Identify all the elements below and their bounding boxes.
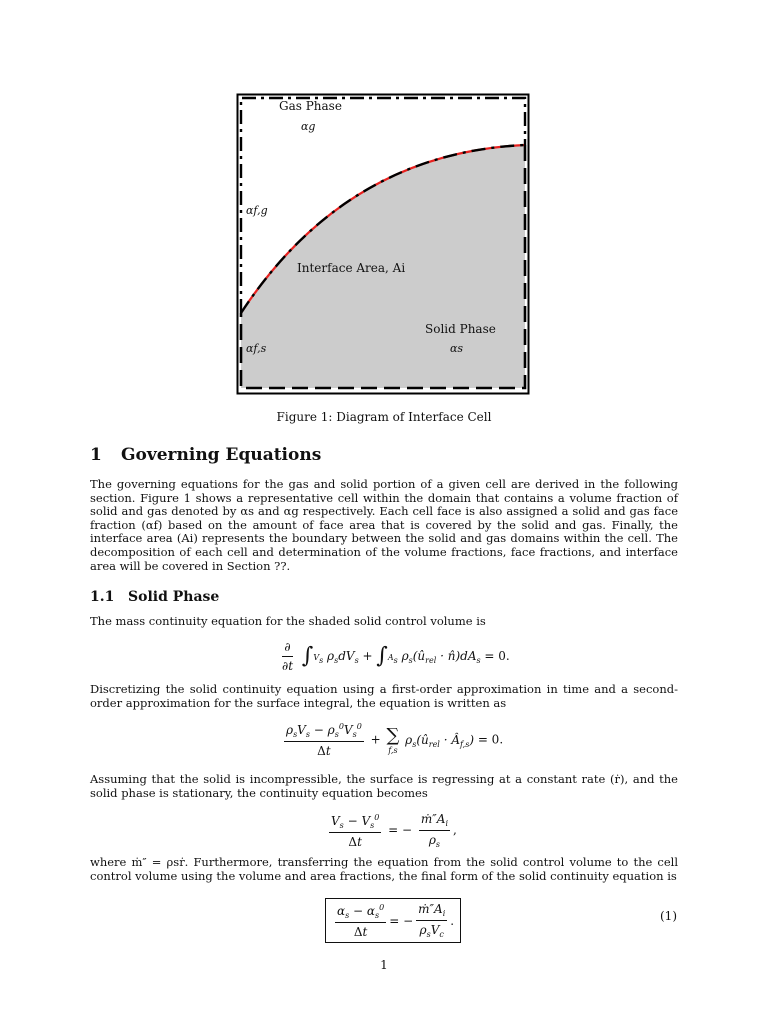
equation-discretized: $\frac{\rho_sV_s - \rho_s^0V_s^0}{\Delta t}$ + ∑ f,s $\rho_s(û_{rel}$ · $Â_{f,s}) = 0$.	[286, 722, 504, 758]
equation-number: (1)	[660, 909, 677, 923]
subsection-heading	[90, 589, 219, 605]
section-title: Governing Equations	[121, 445, 322, 465]
mass-continuity-paragraph: The mass continuity equation for the shaded solid control volume is	[90, 614, 486, 628]
alpha-fs-label: αf,s	[246, 342, 267, 355]
incompressible-paragraph: Assuming that the solid is incompressible, the surface is regressing at a constant rate (ṙ), and the solid phase is stationary, the continuity equation becomes	[90, 772, 678, 800]
figure-caption: Figure 1: Diagram of Interface Cell	[276, 410, 492, 424]
page-number: 1	[380, 958, 388, 972]
equation-simplified: $\frac{V_s - V_s^0}{\Delta t}$ = − $\frac{ṁ''A_i}{\rho_s}$ ,	[331, 812, 457, 849]
intro-paragraph: The governing equations for the gas and solid portion of a given cell are derived in the following section. Figure 1 shows a representative cell within the domain that contains a volume fraction of solid and gas denoted by αs and αg respectively. Each cell face is also assigned a solid and gas face fraction (αf) based on the amount of face area that is covered by the solid and gas. Finally, the interface area (Ai) represents the boundary between the solid and gas domains within the cell. The decomposition of each cell and determination of the volume fractions, face fractions, and interface area will be covered in Section ??.	[90, 477, 678, 573]
gas-phase-symbol: αg	[301, 120, 316, 133]
gas-phase-label: Gas Phase	[279, 99, 342, 113]
interface-cell-diagram	[236, 93, 530, 395]
solid-phase-symbol: αs	[450, 342, 464, 355]
equation-1-boxed: $\frac{\alpha_s - \alpha_s^0}{\Delta t}$ = − $\frac{ṁ''A_i}{\rho_sV_c}$ .	[325, 898, 461, 943]
equation-mass-continuity: $\frac{\partial}{\partial t}$ ∫Vs $\rho_sdV_s + \int As$ $\rho_s(û_{rel}$ · $n̂)dA_s = 0$.	[282, 640, 510, 673]
alpha-fg-label: αf,g	[246, 204, 268, 217]
section-number: 1	[90, 445, 102, 465]
final-form-paragraph: where ṁ″ = ρsṙ. Furthermore, transferring the equation from the solid control volume to the cell control volume using the volume and area fractions, the final form of the solid continuity equation is	[90, 855, 678, 883]
interface-area-label: Interface Area, Ai	[297, 261, 406, 275]
section-heading	[90, 445, 321, 465]
subsection-number: 1.1	[90, 589, 115, 605]
solid-phase-label: Solid Phase	[425, 322, 496, 336]
discretization-paragraph: Discretizing the solid continuity equation using a first-order approximation in time and a second-order approximation for the surface integral, the equation is written as	[90, 682, 678, 710]
subsection-title: Solid Phase	[128, 589, 220, 605]
